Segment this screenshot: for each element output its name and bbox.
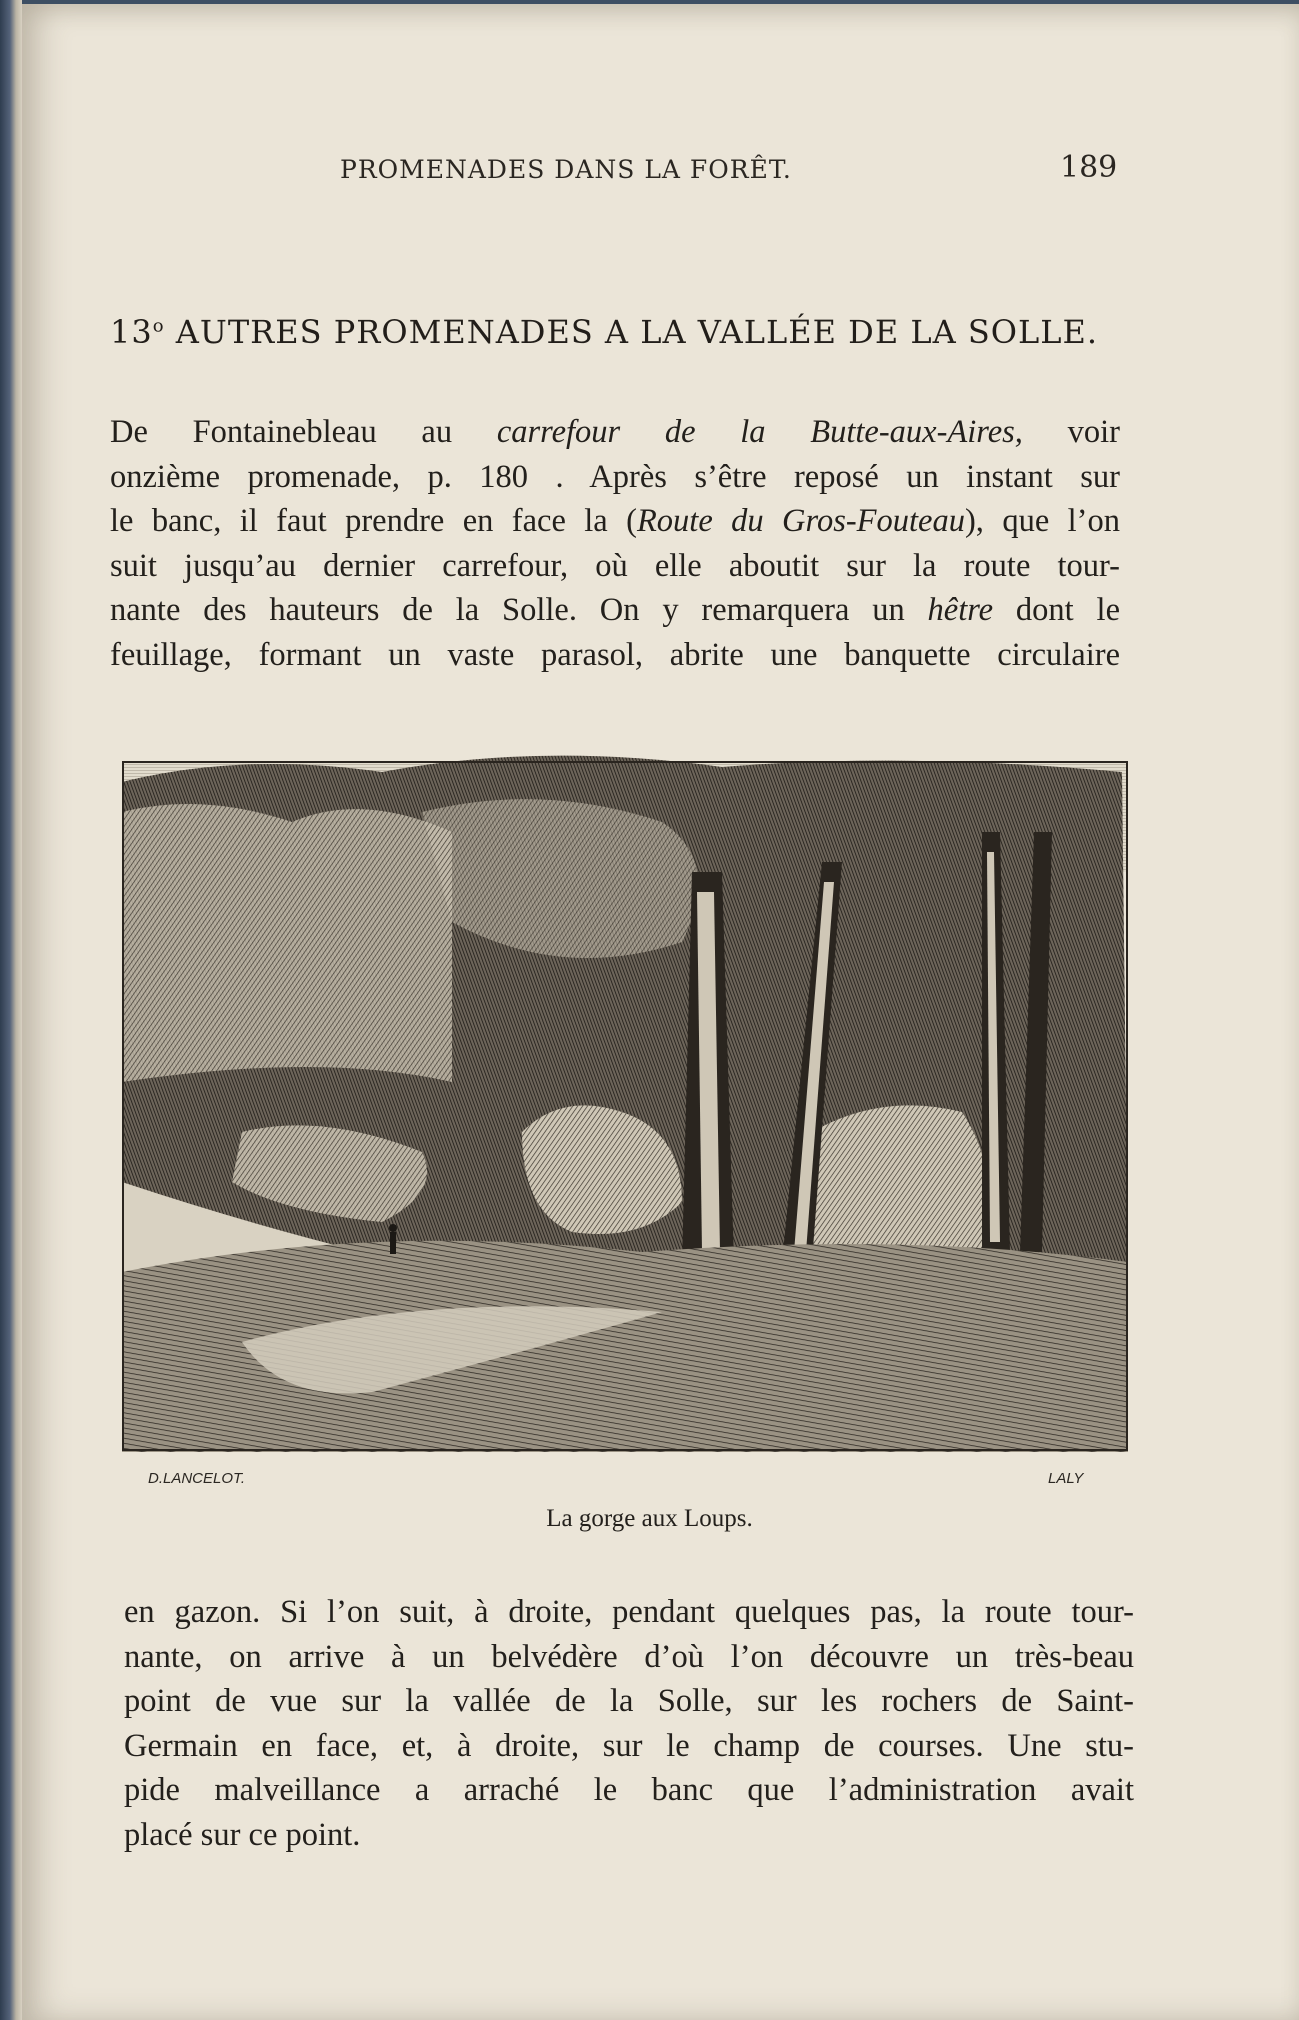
text-line: Germain en face, et, à droite, sur le champ de courses. Une stu- xyxy=(124,1727,1134,1764)
engraving-illustration xyxy=(122,752,1128,1452)
text-line: suit jusqu’au dernier carrefour, où elle aboutit sur la route tour- xyxy=(110,547,1120,584)
text-line: nante des hauteurs de la Solle. On y remarquera un hêtre dont le xyxy=(110,592,1120,628)
text-line: nante, on arrive à un belvédère d’où l’on découvre un très-beau xyxy=(124,1638,1134,1675)
artist-signature-right: LALY xyxy=(1048,1470,1084,1487)
section-number: 13$^o$ xyxy=(110,313,165,351)
page-number: 189 xyxy=(1060,150,1118,185)
section-title: AUTRES PROMENADES A LA VALLÉE DE LA SOLLE. xyxy=(175,313,1099,351)
paragraph-1 xyxy=(110,410,1120,677)
running-head: PROMENADES DANS LA FORÊT. xyxy=(340,155,792,184)
text-line: pide malveillance a arraché le banc que l’administration avait xyxy=(124,1772,1134,1808)
text-line: point de vue sur la vallée de la Solle, sur les rochers de Saint- xyxy=(124,1683,1134,1719)
section-heading xyxy=(110,313,1120,351)
text-line: feuillage, formant un vaste parasol, abrite une banquette circulaire xyxy=(110,636,1120,673)
text-line: en gazon. Si l’on suit, à droite, pendant quelques pas, la route tour- xyxy=(124,1594,1134,1630)
text-line: De Fontainebleau au carrefour de la Butte-aux-Aires, voir xyxy=(110,414,1120,450)
figure-caption: La gorge aux Loups. xyxy=(546,1505,753,1532)
book-gutter xyxy=(0,0,22,2020)
paragraph-2 xyxy=(124,1590,1134,1857)
artist-signature-left: D.LANCELOT. xyxy=(148,1470,245,1487)
text-line: le banc, il faut prendre en face la (Route du Gros-Fouteau), que l’on xyxy=(110,503,1120,539)
text-line: placé sur ce point. xyxy=(124,1816,361,1853)
text-line: onzième promenade, p. 180 . Après s’être reposé un instant sur xyxy=(110,458,1120,495)
